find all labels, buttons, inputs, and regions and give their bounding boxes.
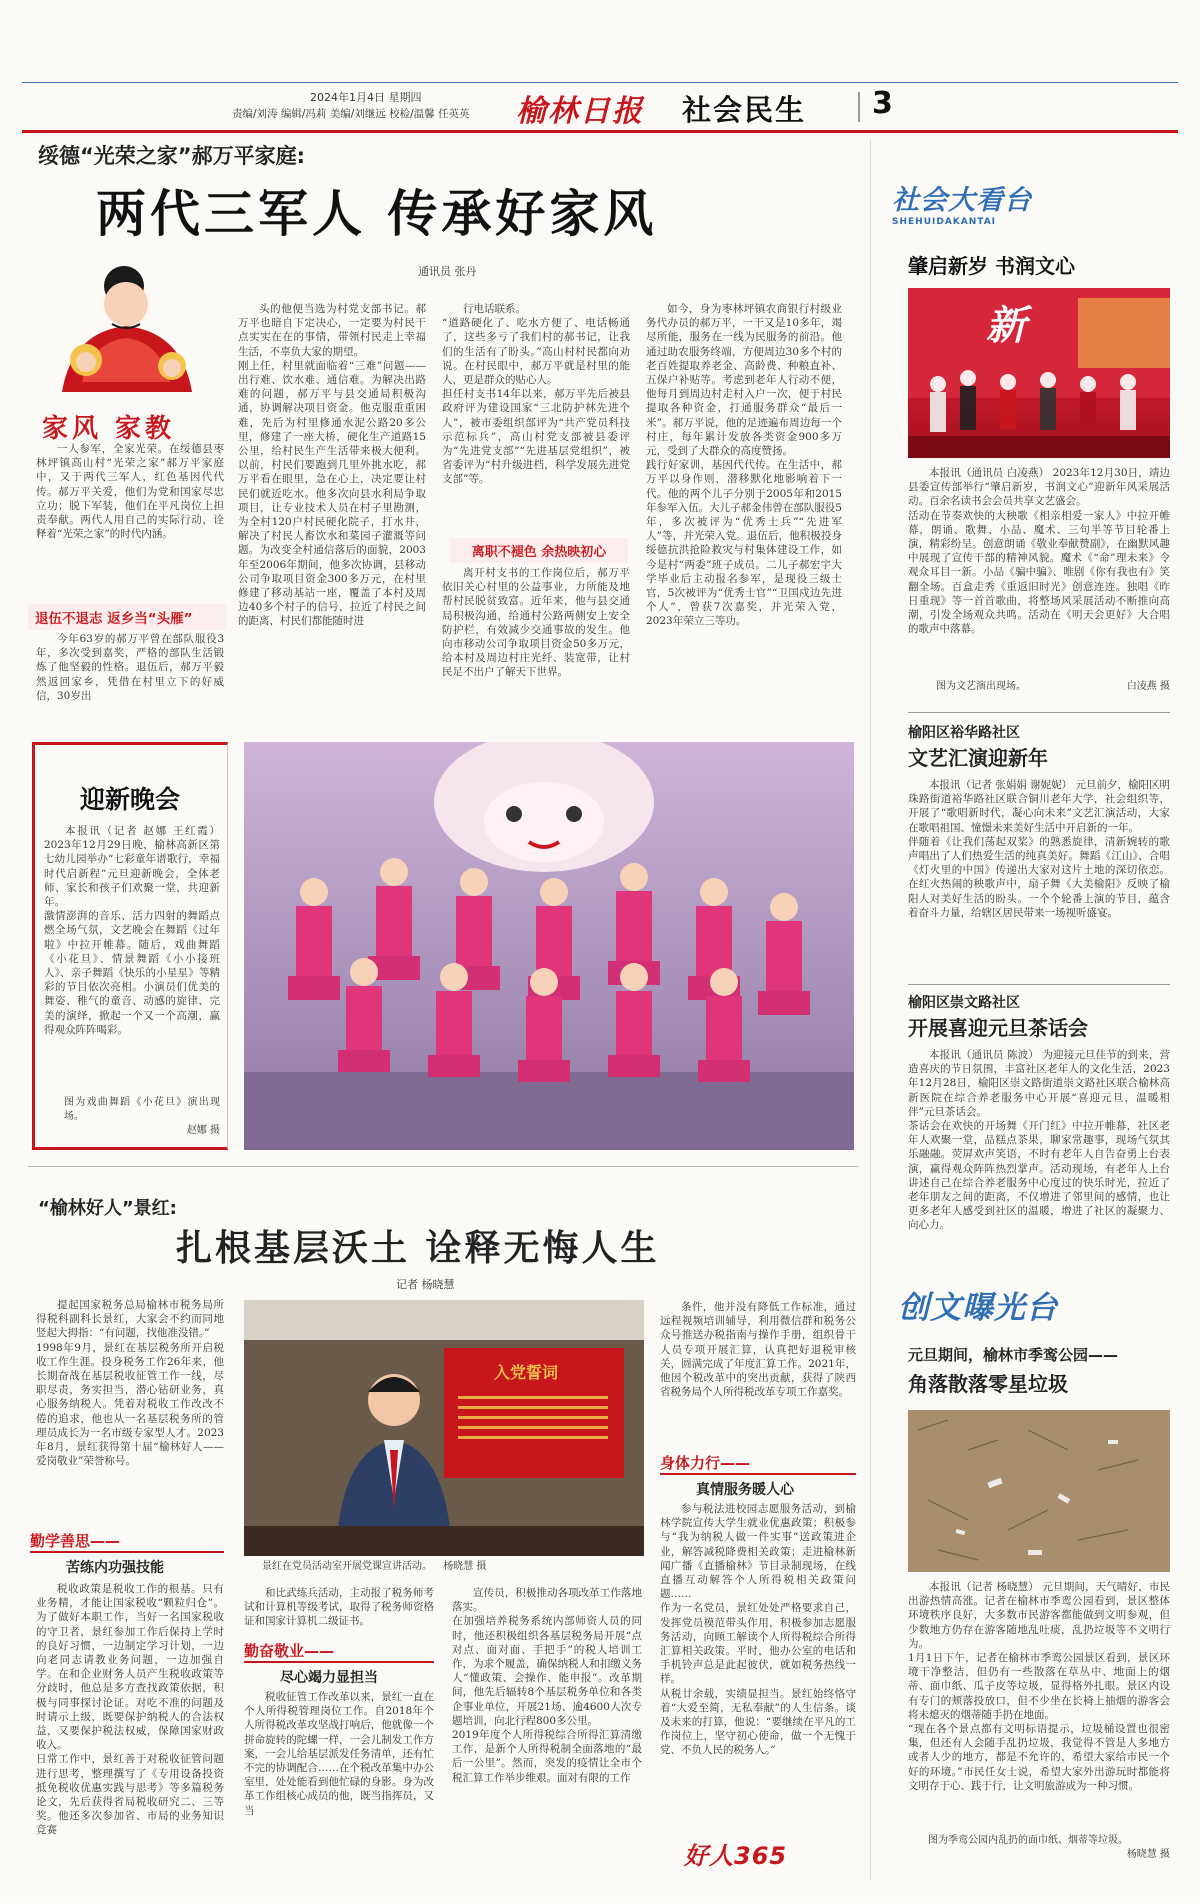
second-col1: 提起国家税务总局榆林市税务局所得税科副科长景红，大家会不约而同地竖起大拇指：“有问题，找他准没错。” 1998年9月，景红在基层税务所开启税收工作生涯。投身税务工作26年来，他长期奋战在基层税收征管工作一线，尽职尽责，务实担当，潜心钻研业务，真心服务纳税人。凭着对税收工作改改不倦的追求，他也从一名基层税务所的管理员成长为一名市级专家型人才。2023年8月，景红获得第十届“榆林好人——爱岗敬业”荣誉称号。 (36, 1299, 224, 1468)
paper-name-logo: 榆林日报 (516, 94, 644, 129)
kantai-logo (892, 178, 1092, 230)
story1-photo (908, 288, 1170, 458)
second-col3: 宣传员，积极推动各项改革工作落地落实。 在加强培养税务系统内部师资人员的同时，他还积极组织各基层税务局开展“点对点、面对面、手把手”的税人培训工作，为求个履盖，确保纳税人和扣缴义务人“懂政策、会操作、能申报”。改革期间，他先后辐转8个基层税务单位和各类企事业单位，开展21场、逾4600人次专题培训，向北行程800多公里。 2019年度个人所得税综合所得汇算清缴工作，是新个人所得税制全面落地的“最后一公里”。然而，突发的疫情让全市个税汇算工作举步维艰。面对有限的工作 (452, 1587, 642, 1784)
story3-title: 开展喜迎元旦茶话会 (908, 1016, 1088, 1040)
story1-credit: 白凌燕 摄 (1126, 681, 1170, 692)
right-column-divider (870, 140, 871, 1880)
second-sub3b: 真情服务暖人心 (696, 1482, 794, 1498)
second-col2: 和比武练兵活动，主动报了税务师考试和计算机等级考试，取得了税务师资格证和国家计算机二级证书。 (244, 1587, 434, 1628)
second-sub1b: 苦练内功强技能 (66, 1560, 164, 1576)
chuangwen-logo-text: 创文曝光台 (898, 1290, 1058, 1326)
haoren-mark: 好人365 (684, 1842, 788, 1870)
second-col1-b: 税收政策是税收工作的根基。只有业务精，才能让国家税收“颗粒归仓”。为了做好本职工作，当好一名国家税收的守卫者，景红参加工作后保持上学时的良好习惯，一边制定学习计划，一边向老同志请教业务问题，一边加强自学。在和企业财务人员产生税收政策等分歧时，他总是多方查找政策依据，积极与同事探讨论证。对吃不准的问题及时请示上级，既要保护纳税人的合法权益，又要保护税法权威，保障国家财政收入。 日常工作中，景红善于对税收征管问题进行思考，整理撰写了《专用设备投资抵免税收优惠实践与思考》等多篇税务论文，先后获得省局税收研究二、三等奖。他还多次参加省、市局的业务知识竞赛 (36, 1583, 224, 1837)
right-divider-1 (908, 712, 1170, 713)
lead-col3-b: 离开村支书的工作岗位后，郝万平依旧关心村里的公益事业，力所能及地帮村民脱贫致富。近年来，他与县交通局积极沟通，给通村公路两侧安上安全防护栏，有效减少交通事故的发生。他向市移动公司争取项目资金50多万元，给本村及周边村庄光纤、装宽带，让村民足不出户了解天下世界。 (442, 567, 630, 679)
lead-sub1: 退伍不退志 返乡当“头雁” (28, 604, 226, 630)
lead-title: 两代三军人 传承好家风 (96, 185, 658, 243)
family-logo-art (42, 262, 222, 402)
second-sub2-block (244, 1640, 434, 1687)
right-divider-2 (908, 984, 1170, 985)
second-title: 扎根基层沃土 诠释无悔人生 (176, 1228, 660, 1269)
second-sub1: 勤学善思—— (30, 1530, 224, 1553)
story1-caption (908, 680, 1170, 696)
second-col4: 条件，他并没有降低工作标准，通过远程视频培训辅导，利用微信群和税务公众号推送办税指南与操作手册，组织骨干人员专项开展汇算，认真把好退税审核关，圆满完成了年度汇算工作。2021年，他因个税改革中的突出贡献，获得了陕西省税务局个人所得税改革专项工作嘉奖。 (660, 1301, 856, 1399)
chuangwen-logo-box (898, 1282, 1098, 1332)
second-kicker: “榆林好人”景红: (38, 1198, 177, 1219)
section-divider (858, 92, 860, 122)
story4-credit: 杨晓慧 摄 (1126, 1849, 1170, 1861)
lead-kicker: 绥德“光荣之家”郝万平家庭: (38, 144, 306, 168)
story2-body: 本报讯（记者 张娟娟 谢妮妮） 元旦前夕，榆阳区明珠路街道裕华路社区联合铜川老年大学，社会组织等，开展了“歌唱新时代，凝心向未来”文艺汇演活动，大家在歌唱祖国、憧憬未来美好生活中开启新的一年。 伴随着《让我们荡起双桨》的熟悉旋律，清新婉转的歌声唱出了人们热爱生活的纯真美好。舞蹈《江山》、合唱《灯火里的中国》传递出大家对这片土地的深切依恋。在红火热闹的秧歌声中，扇子舞《大美榆阳》反映了榆阳人对美好生活的盼头。一个个轮番上演的节目，蕴含着奋斗力量，给辖区居民带来一场视听盛宴。 (908, 779, 1170, 919)
story4-body: 本报讯（记者 杨晓慧） 元旦期间，天气晴好，市民出游热情高涨。记者在榆林市季鸾公园看到，景区整体环境秩序良好，大多数市民游客都能做到文明参观，但少数地方仍存在游客随地乱吐痰，乱扔垃圾等不文明行为。 1月1日下午，记者在榆林市季鸾公园景区看到，景区环境干净整洁，但仍有一些散落在草丛中、地面上的烟蒂、面巾纸、瓜子皮等垃圾，显得格外扎眼。景区内设有专门的颊落投放口，但不少坐在长椅上抽烟的游客会将未熄灭的烟蒂随手扔在地面。 “现在各个景点都有文明标语提示，垃圾桶设置也很密集，但还有人会随手乱扔垃圾，我觉得不管是人多地方或者人少的地方，都是不允许的，希望大家给市民一个好的环境。”市民任女士说，希望大家外出游玩时都能将文明存于心、践于行，让文明旅游成为一种习惯。 (908, 1581, 1170, 1792)
lead-col1-b: 今年63岁的郝万平曾在部队服役3年，多次受到嘉奖，严格的部队生活锻炼了他坚毅的性格。退伍后，郝万平毅然返回家乡，凭借在村里立下的好威信，30岁出 (36, 633, 224, 702)
story4-photo (908, 1410, 1170, 1572)
gala-title: 迎新晚会 (80, 785, 181, 814)
story1-title: 肇启新岁 书润文心 (908, 254, 1075, 278)
second-photo-caption (262, 1560, 642, 1576)
story2-place: 榆阳区裕华路社区 (908, 725, 1020, 741)
section-name: 社会民生 (682, 93, 807, 127)
story3-place: 榆阳区崇文路社区 (908, 995, 1020, 1011)
second-photo-caption-text: 景红在党员活动室开展党课宣讲活动。 (262, 1561, 432, 1572)
story1-body: 本报讯（通讯员 白凌燕） 2023年12月30日，靖边县委宣传部举行“肇启新岁，书润文心”迎新年风采展活动。百余名读书会会员共享文艺盛会。 活动在节奏欢快的大秧歌《相亲相爱一家人》中拉开帷幕，朗诵、歌舞、小品、魔术、三句半等节目轮番上演，精彩纷呈。创意朗诵《敬业奉献赞副》，在幽默风趣中展现了宣传干部的精神风貌。魔术《“命”理未来》令观众耳目一新。小品《骗中骗》、唯剧《你有我也有》笑翻全场。百盒走秀《重返旧时光》创意连连。独唱《昨日重现》等一首首歌曲，将整场风采展活动不断推向高潮，引发全场观众共鸣。活动在《明天会更好》大合唱的歌声中落幕。 (908, 467, 1170, 636)
story2-title: 文艺汇演迎新年 (908, 746, 1048, 770)
story3-body: 本报讯（通讯员 陈波） 为迎接元旦佳节的到来，营造喜庆的节日氛围，丰富社区老年人的文化生活，2023年12月28日，榆阳区崇文路街道崇文路社区联合榆林高新医院在综合养老服务中心开展“喜迎元旦，温暖相伴”元旦茶话会。 茶话会在欢快的开场舞《开门红》中拉开帷幕，社区老年人欢聚一堂，品糕点茶果，聊家常趣事，现场气氛其乐融融。荧屏欢声笑语，不时有老年人自告奋勇上台表演，赢得观众阵阵热烈掌声。活动现场，有老年人上台讲述自己在综合养老服务中心度过的快乐时光，拉近了老年朋友之间的距离，不仅增进了邻里间的感情，也让更多老年人感受到社区的温暖，增进了社区的凝聚力、向心力。 (908, 1049, 1170, 1232)
header-staff: 责编/刘涛 编辑/冯莉 美编/刘继远 校检/温馨 任英英 (232, 108, 470, 120)
story4-kicker: 元旦期间，榆林市季鸾公园—— (908, 1346, 1119, 1364)
family-logo (42, 262, 222, 444)
story4-caption (908, 1834, 1170, 1864)
story1-photo-art (908, 288, 1170, 458)
story1-caption-text: 图为文艺演出现场。 (936, 681, 1026, 692)
page-number: 3 (872, 86, 893, 121)
second-sub3: 身体力行—— (660, 1452, 856, 1475)
second-photo (244, 1300, 644, 1556)
second-col4-b: 参与税法进校园志愿服务活动，到榆林学院宣传大学生就业优惠政策；积极参与“我为纳税人做一件实事”送政策进企业，解答减税降费相关政策；走进榆林新闻广播《直播榆林》节目录制现场，在线直播互动解答个人所得税相关政策问题…… 作为一名党员，景红处处严格要求自己，发挥党员模范带头作用，积极参加志愿服务活动，向顾工解读个人所得税综合所得汇算相关政策。平时，他办公室的电话和手机铃声总是此起彼伏，就如税务热线一样。 从税廿余载，实绩显担当。景红始终恪守着“大爱至简，无私奉献”的人生信条。谈及未来的打算，他说：“要继续在平凡的工作岗位上，坚守初心使命，做一个无愧于党、不负人民的税务人。” (660, 1503, 856, 1757)
kantai-logo-pinyin: SHEHUIDAKANTAI (892, 217, 997, 227)
lead-col2: 头的他便当选为村党支部书记。郝万平也暗自下定决心，一定要为村民干点实实在在的事情，带领村民走上幸福生活，不辜负大家的期望。 刚上任，村里就面临着“三难”问题——出行难、饮水难、通信难。为解决出路难的问题，郝万平与县交通局积极沟通，协调解决项目资金。他克服重重困难，先后为村里修通水泥公路20多公里，修建了一座大桥，硬化生产道路15公里，给村民生产生活带来极大便利。以前，村民们要跑到几里外挑水吃，郝万平看在眼里，急在心上，决定要让村民们就近吃水。他多次向县水利局争取项目，让专业技术人员在村子里勘测，为全村120户村民硬化院子，打水井，解决了村民人畜饮水和菜园子灌溉等问题。为改变全村通信落后的面貌，2003年至2006年期间，他多次协调，县移动公司争取项目资金300多万元，在村里修建了移动基站一座，覆盖了本村及周边40多个村子的信号，拉近了村民之间的距离，村民们都能随时进 (238, 303, 426, 628)
kantai-logo-text: 社会大看台 (892, 185, 1032, 216)
family-logo-text: 家风 家教 (42, 414, 176, 444)
header-date: 2024年1月4日 星期四 (310, 91, 422, 104)
second-sub2: 勤奋敬业—— (244, 1640, 434, 1663)
story4-title: 角落散落零星垃圾 (908, 1372, 1068, 1396)
lead-col4: 如今，身为枣林坪镇农商银行村级业务代办员的郝万平，一干又是10多年，竭尽所能，服务在一线为民服务的前沿。他通过助农服务终端，方便周边30多个村的老百姓提取养老金、高龄费、种粮直补、五保户补贴等。考虑到老年人行动不便，他每月到周边村走村入户一次，便于村民提取各种资金，打通服务群众“最后一米”。郝万平说，他的足迹遍布周边每一个村庄，每年累计发放各类资金900多万元，受到了大群众的高度赞扬。 践行好家训，基因代代传。在生活中，郝万平以身作则，潜移默化地影响着下一代。他的两个儿子分别于2005年和2015年参军入伍。大儿子郝金伟曾在部队服役5年，多次被评为“优秀士兵”“先进军人”等，并光荣入党。退伍后，他积极投身绥德抗洪抢险救灾与村集体建设工作，如今是村“两委”班子成员。二儿子郝宏宇大学毕业后主动报名参军，是现役三级士官，5次被评为“优秀士官”“卫国戍边先进个人”，曾获7次嘉奖，并光荣入党，2023年荣立三等功。 (646, 303, 842, 628)
gala-photo (244, 742, 854, 1150)
header-top-rule (22, 82, 1178, 83)
second-sub1-block (30, 1530, 224, 1577)
second-photo-credit: 杨晓慧 摄 (443, 1561, 487, 1572)
story1-photo-banner: 新 (986, 302, 1026, 349)
header-bottom-rule (22, 130, 1178, 133)
second-top-rule (28, 1166, 858, 1167)
lead-col1-a: 一人参军，全家光荣。在绥德县枣林坪镇高山村“光荣之家”郝万平家庭中，又于两代三军人，红色基因代代传。郝万平关爱，他们为党和国家尽忠立功；脱下军装，他们在平凡岗位上担责奉献。两代人用自己的实际行动，诠释着“光荣之家”的时代内涵。 (36, 443, 224, 541)
story4-photo-art (908, 1410, 1170, 1572)
gala-photo-art (244, 742, 854, 1150)
gala-caption-text: 图为戏曲舞蹈《小花旦》演出现场。 (64, 1097, 220, 1123)
second-sub3-block (660, 1452, 856, 1499)
lead-col3-a: 行电话联系。 “道路硬化了、吃水方便了、电话畅通了，这些多亏了我们村的郝书记，让我们的生活有了盼头。”高山村村民都向劝说。在村民眼中，郝万平就是村里的能人，更是群众的贴心人。 担任村支书14年以来，郝万平先后被县政府评为建设国家“三北防护林先进个人”，被市委组织部评为“共产党员科技示范标兵”，高山村党支部被县委评为“先进党支部”“先进基层党组织”，被省委评为“村升级进档，科学发展先进党支部”等。 (442, 303, 630, 486)
gala-caption (44, 1096, 220, 1136)
second-col2-b: 税收征管工作改革以来，景红一直在个人所得税管理岗位工作。自2018年个人所得税改革攻坚战打响后，他就像一个拼命旋转的陀螺一样，一会儿制发工作方案，一会儿给基层派发任务清单，还有忙不完的协调配合……在个税改革集中办公室里，处处能看到他忙碌的身影。身为改革工作组核心成员的他，既当指挥员，又当 (244, 1691, 434, 1817)
second-photo-banner: 入党誓词 (494, 1363, 559, 1382)
story4-caption-text: 图为季鸾公园内乱扔的面巾纸、烟蒂等垃圾。 (928, 1835, 1128, 1846)
lead-sub2: 离职不褪色 余热映初心 (450, 538, 628, 563)
gala-credit: 赵娜 摄 (186, 1125, 220, 1136)
second-byline: 记者 杨晓慧 (396, 1278, 455, 1291)
lead-byline: 通讯员 张丹 (418, 265, 477, 278)
second-sub2b: 尽心竭力显担当 (280, 1670, 378, 1686)
second-photo-art (244, 1300, 644, 1556)
gala-body: 本报讯（记者 赵娜 王红霞） 2023年12月29日晚，榆林高新区第七幼儿园举办“七彩童年谱歌行，幸福时代启新程”元旦迎新晚会，全体老师、家长和孩子们欢聚一堂，共迎新年。 激情澎湃的音乐、活力四射的舞蹈点燃全场气氛，文艺晚会在舞蹈《过年啦》中拉开帷幕。随后，戏曲舞蹈《小花旦》、情景舞蹈《小小接班人》、亲子舞蹈《快乐的小星星》等精彩的节目依次亮相。小演员们优美的舞姿、稚气的童音、动感的旋律、完美的演绎，掀起一个又一个高潮，赢得观众阵阵喝彩。 (44, 825, 220, 1036)
